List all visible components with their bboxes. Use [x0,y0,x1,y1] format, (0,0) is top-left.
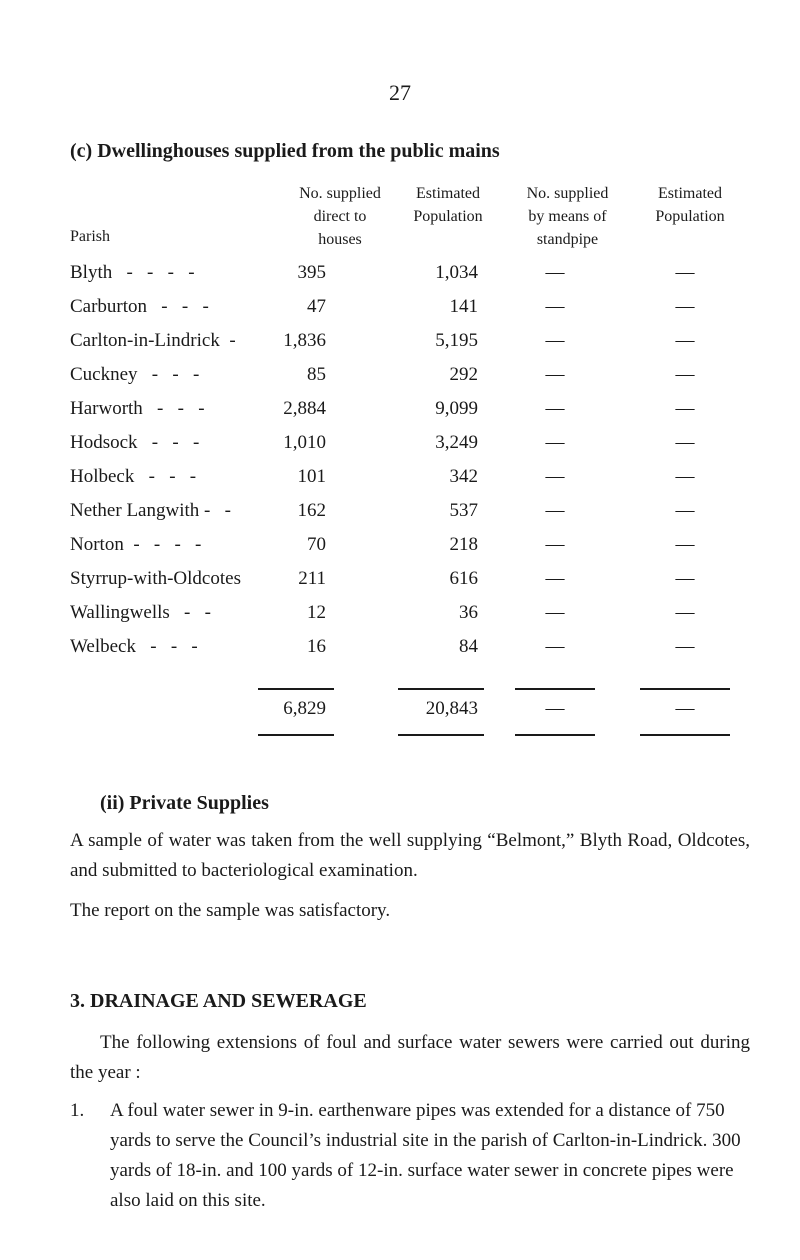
total-rule-top [398,688,484,690]
parish-name: Blyth - - - - [70,262,195,283]
total-rule-bottom [258,734,334,736]
standpipe-value: — [545,602,565,623]
col4-header [630,182,750,228]
total-rule-bottom [398,734,484,736]
houses-value: 16 [307,636,326,657]
col2-header-line1: Estimated [416,185,480,202]
table-row [0,602,800,632]
section-ii-para2-text: The report on the sample was satisfactory. [70,900,391,921]
houses-value: 2,884 [283,398,326,419]
table-row [0,568,800,598]
col2-header-line2: Population [413,208,483,225]
table-row [0,398,800,428]
section-3-intro-text: The following extensions of foul and surface water sewers were carried out during the year : [70,1032,750,1083]
total-rule-top [258,688,334,690]
parish-name: Wallingwells - - [70,602,211,623]
standpipe-population-value: — [675,602,695,623]
standpipe-value: — [545,466,565,487]
col1-header-line3: houses [318,231,362,248]
standpipe-value: — [545,296,565,317]
table-row [0,466,800,496]
standpipe-value: — [545,398,565,419]
houses-value: 395 [297,262,326,283]
standpipe-population-value: — [675,466,695,487]
population-value: 1,034 [435,262,478,283]
population-value: 342 [449,466,478,487]
col3-header-line1: No. supplied [526,185,609,202]
houses-value: 12 [307,602,326,623]
parish-name: Holbeck - - - [70,466,197,487]
standpipe-population-value: — [675,296,695,317]
table-row [0,364,800,394]
section-3-intro [70,1028,750,1088]
col3-header-line3: standpipe [536,231,599,248]
table-row [0,432,800,462]
total-standpipe-population: — [675,698,695,719]
standpipe-value: — [545,636,565,657]
totals-row [0,698,800,728]
table-row [0,330,800,360]
standpipe-value: — [545,262,565,283]
population-value: 537 [449,500,478,521]
population-value: 9,099 [435,398,478,419]
houses-value: 85 [307,364,326,385]
standpipe-value: — [545,534,565,555]
total-rule-top [640,688,730,690]
parish-name: Hodsock - - - [70,432,200,453]
standpipe-population-value: — [675,568,695,589]
parish-name: Welbeck - - - [70,636,198,657]
population-value: 616 [449,568,478,589]
list-item-text: A foul water sewer in 9-in. earthenware pipes was extended for a distance of 750 yards to serve the Council’s industrial site in the parish of Carlton-in-Lindrick. 300 yards of 18-in. and 100 yards of 12-in. surface water sewer in concrete pipes were also laid on this site. [110,1100,741,1211]
parish-header: Parish [70,228,110,245]
standpipe-value: — [545,364,565,385]
col3-header-line2: by means of [528,208,607,225]
table-row [0,296,800,326]
total-rule-bottom [515,734,595,736]
standpipe-value: — [545,568,565,589]
houses-value: 101 [297,466,326,487]
standpipe-population-value: — [675,398,695,419]
parish-name: Carlton-in-Lindrick - [70,330,236,351]
total-houses: 6,829 [283,698,326,719]
population-value: 5,195 [435,330,478,351]
col1-header-line1: No. supplied [299,185,381,202]
population-value: 141 [449,296,478,317]
total-standpipe: — [545,698,565,719]
population-value: 218 [449,534,478,555]
population-value: 292 [449,364,478,385]
total-population: 20,843 [425,698,478,719]
section-ii-paragraph-1 [70,826,750,886]
parish-name: Harworth - - - [70,398,205,419]
parish-name: Cuckney - - - [70,364,200,385]
section-ii-title: (ii) Private Supplies [100,792,269,814]
table-row [0,636,800,666]
total-rule-bottom [640,734,730,736]
standpipe-population-value: — [675,500,695,521]
standpipe-population-value: — [675,534,695,555]
col1-header-line2: direct to [313,208,367,225]
houses-value: 47 [307,296,326,317]
standpipe-population-value: — [675,364,695,385]
table-row [0,262,800,292]
population-value: 36 [459,602,478,623]
parish-name: Styrrup-with-Oldcotes [70,568,241,589]
houses-value: 162 [297,500,326,521]
standpipe-value: — [545,432,565,453]
houses-value: 1,836 [283,330,326,351]
section-3-title: 3. DRAINAGE AND SEWERAGE [70,990,367,1012]
standpipe-value: — [545,330,565,351]
parish-name: Carburton - - - [70,296,209,317]
col4-header-line2: Population [655,208,725,225]
houses-value: 1,010 [283,432,326,453]
section-c-title: (c) Dwellinghouses supplied from the public mains [70,140,500,162]
standpipe-population-value: — [675,330,695,351]
standpipe-population-value: — [675,636,695,657]
houses-value: 70 [307,534,326,555]
section-ii-para1-text: A sample of water was taken from the well supplying “Belmont,” Blyth Road, Oldcotes, and submitted to bacteriological examination. [70,830,750,881]
standpipe-value: — [545,500,565,521]
section-ii-paragraph-2 [70,896,750,926]
page-number: 27 [389,80,411,105]
col2-header [388,182,508,228]
houses-value: 211 [298,568,326,589]
standpipe-population-value: — [675,262,695,283]
population-value: 84 [459,636,478,657]
table-row [0,500,800,530]
standpipe-population-value: — [675,432,695,453]
population-value: 3,249 [435,432,478,453]
total-rule-top [515,688,595,690]
col4-header-line1: Estimated [658,185,722,202]
table-row [0,534,800,564]
list-item-number: 1. [70,1100,85,1121]
col3-header [500,182,635,251]
parish-name: Norton - - - - [70,534,202,555]
parish-name: Nether Langwith - - [70,500,231,521]
